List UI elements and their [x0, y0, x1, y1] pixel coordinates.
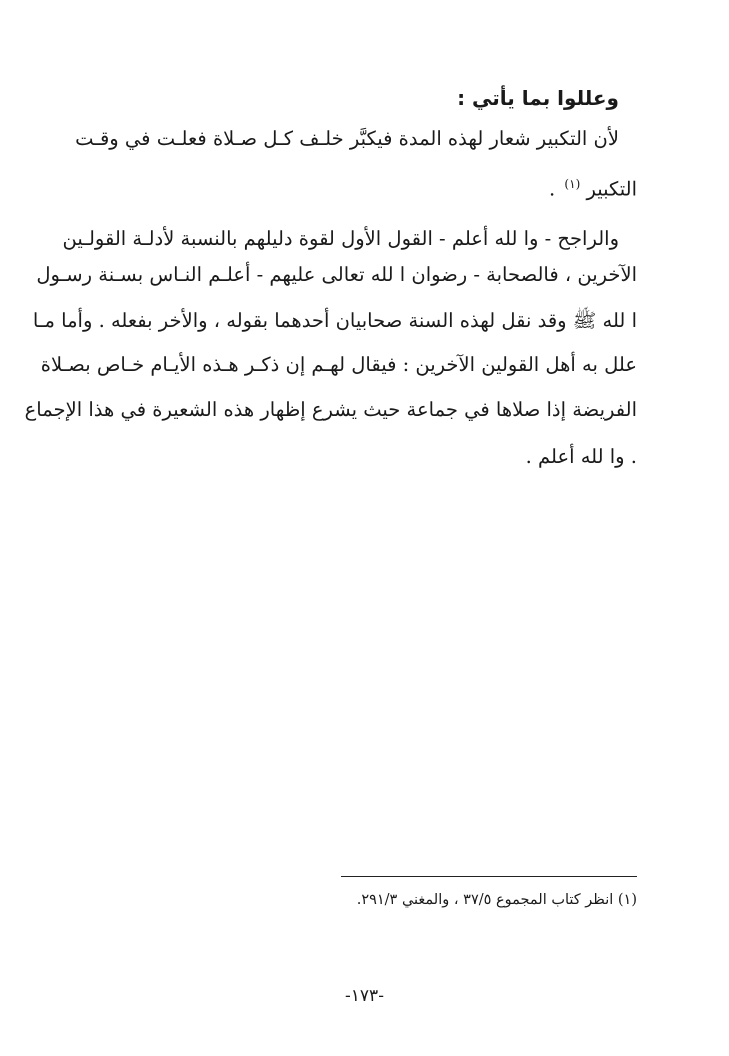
- footnote-text: (١) انظر كتاب المجموع ٣٧/٥ ، والمغني ٢٩١/٣.: [356, 892, 637, 908]
- paragraph1-line2-end: .: [549, 177, 556, 201]
- paragraph2-line3: ا لله ﷺ وقد نقل لهذه السنة صحابيان أحدهما بقوله ، والأخر بفعله . وأما مـا: [32, 309, 637, 332]
- paragraph2-line4: علل به أهل القولين الآخرين : فيقال لهـم إن ذكـر هـذه الأيـام خـاص بصـلاة: [40, 353, 637, 376]
- paragraph1-line2-text: التكبير: [586, 177, 637, 201]
- section-heading: وعللوا بما يأتي :: [457, 86, 619, 110]
- paragraph2-line5: الفريضة إذا صلاها في جماعة حيث يشرع إظهار هذه الشعيرة في هذا الإجماع: [24, 398, 637, 421]
- paragraph1-line2: [549, 169, 637, 205]
- paragraph2-line1: والراجح - وا لله أعلم - القول الأول لقوة دليلهم بالنسبة لأدلـة القولـين: [62, 227, 619, 250]
- paragraph2-line2: الآخرين ، فالصحابة - رضوان ا لله تعالى عليهم - أعلـم النـاس بسـنة رسـول: [36, 263, 637, 286]
- paragraph1-line1: لأن التكبير شعار لهذه المدة فيكبَّر خلـف كـل صـلاة فعلـت في وقـت: [75, 127, 619, 150]
- footnote-marker: (١): [564, 177, 581, 191]
- footnote-divider: [341, 876, 637, 877]
- paragraph2-last-line: . وا لله أعلم .: [525, 445, 637, 468]
- page-number: -١٧٣-: [345, 986, 384, 1006]
